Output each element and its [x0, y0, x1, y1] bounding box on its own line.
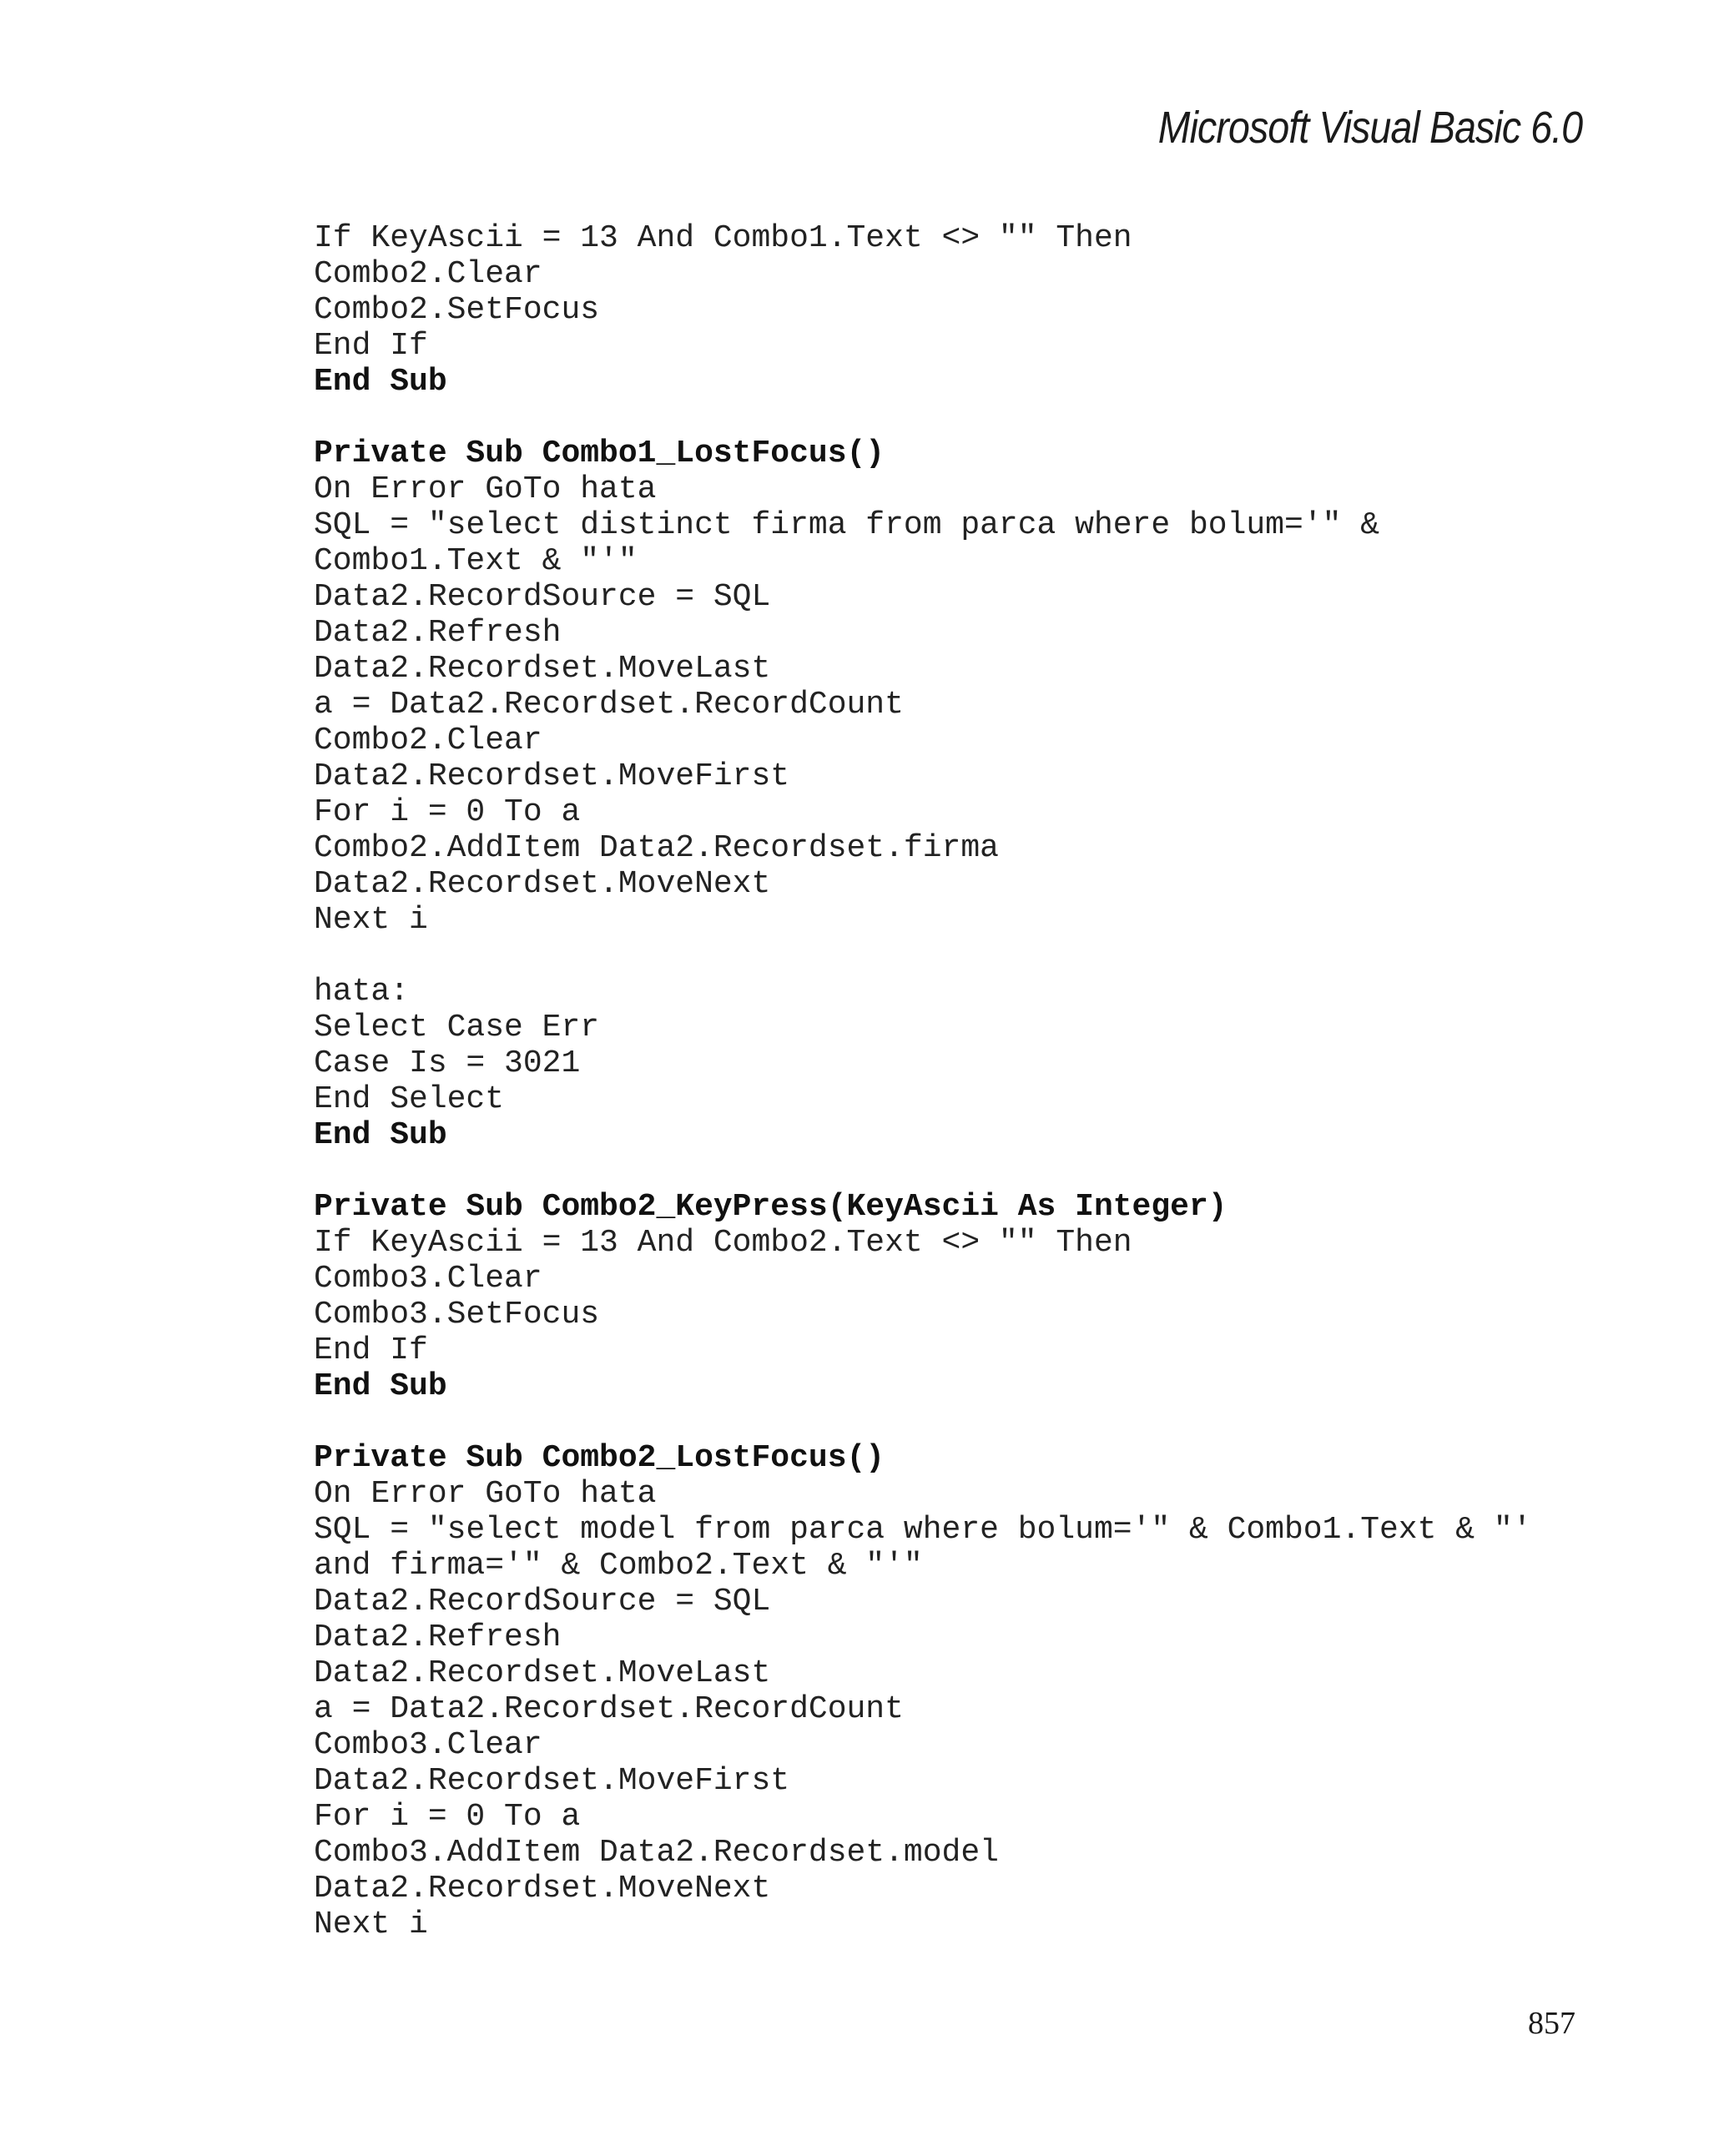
code-line: Data2.Recordset.MoveFirst [314, 758, 790, 794]
blank-line [314, 1404, 1616, 1440]
page-number: 857 [1528, 2006, 1575, 2041]
code-line: SQL = "select model from parca where bolum='" & Combo1.Text & "' [314, 1512, 1532, 1548]
code-line: For i = 0 To a [314, 1799, 581, 1835]
code-line: and firma='" & Combo2.Text & "'" [314, 1548, 923, 1584]
code-line: Case Is = 3021 [314, 1045, 581, 1081]
code-line: Select Case Err [314, 1010, 600, 1045]
code-line: a = Data2.Recordset.RecordCount [314, 1691, 904, 1727]
code-line: Combo3.AddItem Data2.Recordset.model [314, 1835, 999, 1871]
code-line: Combo3.SetFocus [314, 1297, 600, 1332]
code-line: hata: [314, 974, 410, 1010]
code-line-declaration: End Sub [314, 1117, 447, 1153]
code-line: Combo2.AddItem Data2.Recordset.firma [314, 830, 999, 866]
blank-line [314, 400, 1616, 436]
code-line: Data2.Recordset.MoveNext [314, 1871, 771, 1907]
code-line: Data2.Recordset.MoveLast [314, 1655, 771, 1691]
code-line: a = Data2.Recordset.RecordCount [314, 687, 904, 723]
code-line: End If [314, 328, 428, 364]
code-line: Combo1.Text & "'" [314, 543, 638, 579]
code-line: Data2.Recordset.MoveFirst [314, 1763, 790, 1799]
code-line: If KeyAscii = 13 And Combo2.Text <> "" Then [314, 1225, 1132, 1261]
code-line: Next i [314, 902, 428, 938]
code-line: On Error GoTo hata [314, 471, 657, 507]
code-line: On Error GoTo hata [314, 1476, 657, 1512]
code-line: Combo2.SetFocus [314, 292, 600, 328]
code-line: For i = 0 To a [314, 794, 581, 830]
code-line: If KeyAscii = 13 And Combo1.Text <> "" Then [314, 220, 1132, 256]
code-line: Data2.RecordSource = SQL [314, 579, 771, 615]
code-line: Data2.Recordset.MoveNext [314, 866, 771, 902]
code-line: Combo2.Clear [314, 723, 542, 758]
code-line-declaration: End Sub [314, 1368, 447, 1404]
code-listing [314, 220, 1616, 1942]
code-line: Data2.Recordset.MoveLast [314, 651, 771, 687]
blank-line [314, 1153, 1616, 1189]
blank-line [314, 938, 1616, 974]
code-line-declaration: Private Sub Combo1_LostFocus() [314, 436, 885, 471]
code-line: End If [314, 1332, 428, 1368]
code-line: Combo2.Clear [314, 256, 542, 292]
code-line-declaration: Private Sub Combo2_LostFocus() [314, 1440, 885, 1476]
code-line-declaration: Private Sub Combo2_KeyPress(KeyAscii As Integer) [314, 1189, 1228, 1225]
code-line: Data2.RecordSource = SQL [314, 1584, 771, 1620]
code-line: End Select [314, 1081, 505, 1117]
code-line-declaration: End Sub [314, 364, 447, 400]
code-line: Combo3.Clear [314, 1727, 542, 1763]
code-line: SQL = "select distinct firma from parca where bolum='" & [314, 507, 1380, 543]
code-line: Next i [314, 1907, 428, 1942]
running-header-title: Microsoft Visual Basic 6.0 [1157, 103, 1582, 153]
code-line: Data2.Refresh [314, 615, 562, 651]
code-line: Data2.Refresh [314, 1620, 562, 1655]
code-line: Combo3.Clear [314, 1261, 542, 1297]
